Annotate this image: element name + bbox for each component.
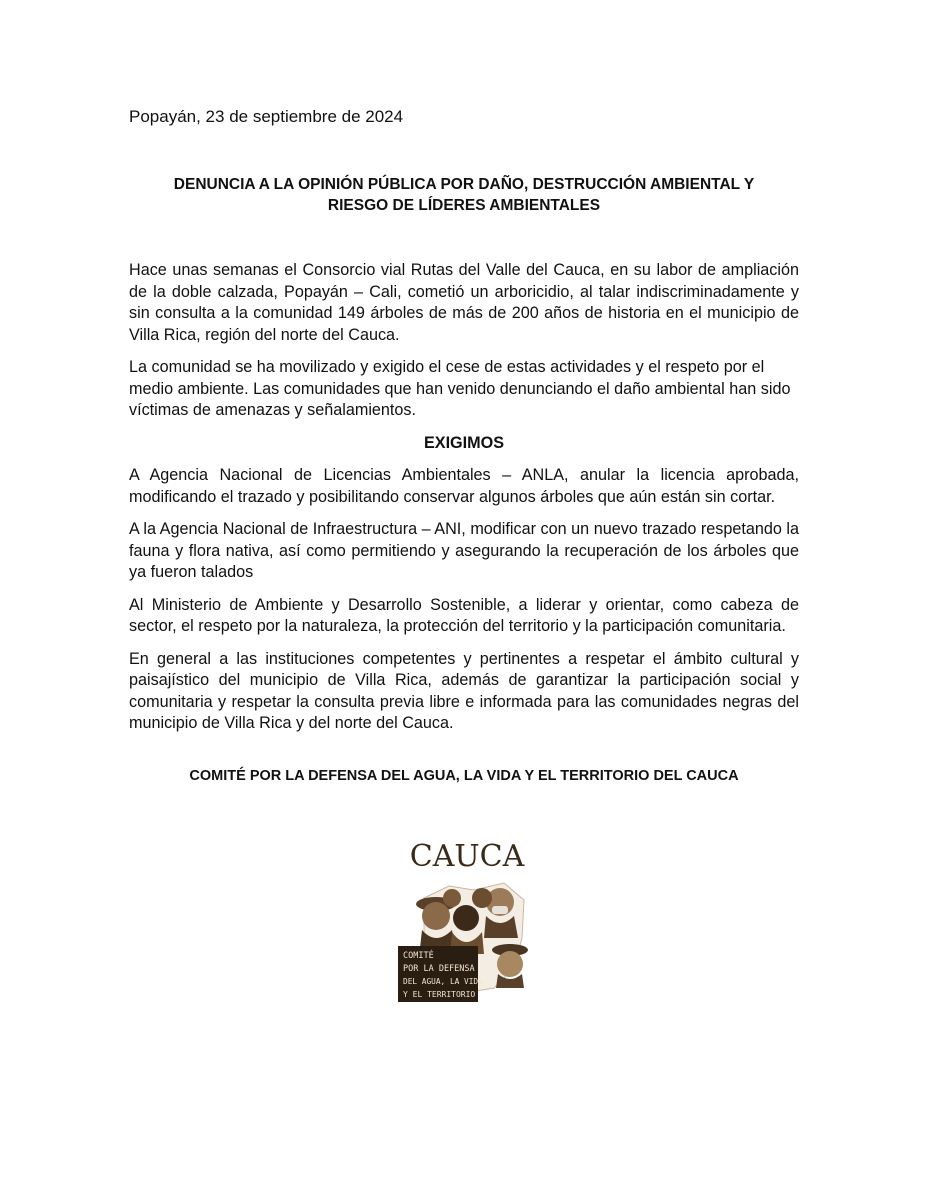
demand-ministerio: Al Ministerio de Ambiente y Desarrollo Sostenible, a liderar y orientar, como cabeza de sector, el respeto por la naturaleza, la protección del territorio y la participación comunitaria. bbox=[129, 595, 799, 635]
logo-heading: CAUCA bbox=[409, 839, 525, 874]
demand-anla: A Agencia Nacional de Licencias Ambientales – ANLA, anular la licencia aprobada, modificando el trazado y posibilitando conservar algunos árboles que aún están sin cortar. bbox=[129, 466, 799, 506]
logo-label-line-3: DEL AGUA, LA VIDA bbox=[403, 977, 483, 986]
demand-ani: A la Agencia Nacional de Infraestructura – ANI, modificar con un nuevo trazado respetando la fauna y flora nativa, así como permitiendo y asegurando la recuperación de los árboles que ya fueron talados bbox=[129, 520, 799, 581]
committee-logo bbox=[394, 828, 540, 1004]
paragraph-1: Hace unas semanas el Consorcio vial Rutas del Valle del Cauca, en su labor de ampliación de la doble calzada, Popayán – Cali, cometió un arboricidio, al talar indiscriminadamente y sin consulta a la comunidad 149 árboles de más de 200 años de historia en el municipio de Villa Rica, región del norte del Cauca. bbox=[129, 261, 799, 344]
date-line: Popayán, 23 de septiembre de 2024 bbox=[129, 107, 404, 126]
document-title bbox=[129, 174, 799, 216]
signature: COMITÉ POR LA DEFENSA DEL AGUA, LA VIDA Y EL TERRITORIO DEL CAUCA bbox=[189, 768, 739, 784]
logo-label-line-2: POR LA DEFENSA bbox=[403, 964, 475, 974]
title-line-1: DENUNCIA A LA OPINIÓN PÚBLICA POR DAÑO, DESTRUCCIÓN AMBIENTAL Y bbox=[173, 176, 755, 193]
demand-instituciones: En general a las instituciones competentes y pertinentes a respetar el ámbito cultural y paisajístico del municipio de Villa Rica, además de garantizar la participación social y comunitaria y respetar la consulta previa libre e informada para las comunidades negras del municipio de Villa Rica y del norte del Cauca. bbox=[129, 649, 799, 732]
logo-label-line-4: Y EL TERRITORIO bbox=[403, 990, 476, 999]
logo-illustration bbox=[394, 828, 540, 1004]
subheading-exigimos: EXIGIMOS bbox=[423, 433, 505, 452]
paragraph-2: La comunidad se ha movilizado y exigido el cese de estas actividades y el respeto por el medio ambiente. Las comunidades que han venido denunciando el daño ambiental han sido víctimas de amenazas y señalamientos. bbox=[129, 358, 791, 419]
document-body bbox=[129, 260, 799, 746]
logo-label-line-1: COMITÉ bbox=[403, 951, 434, 961]
title-line-2: RIESGO DE LÍDERES AMBIENTALES bbox=[327, 197, 601, 214]
